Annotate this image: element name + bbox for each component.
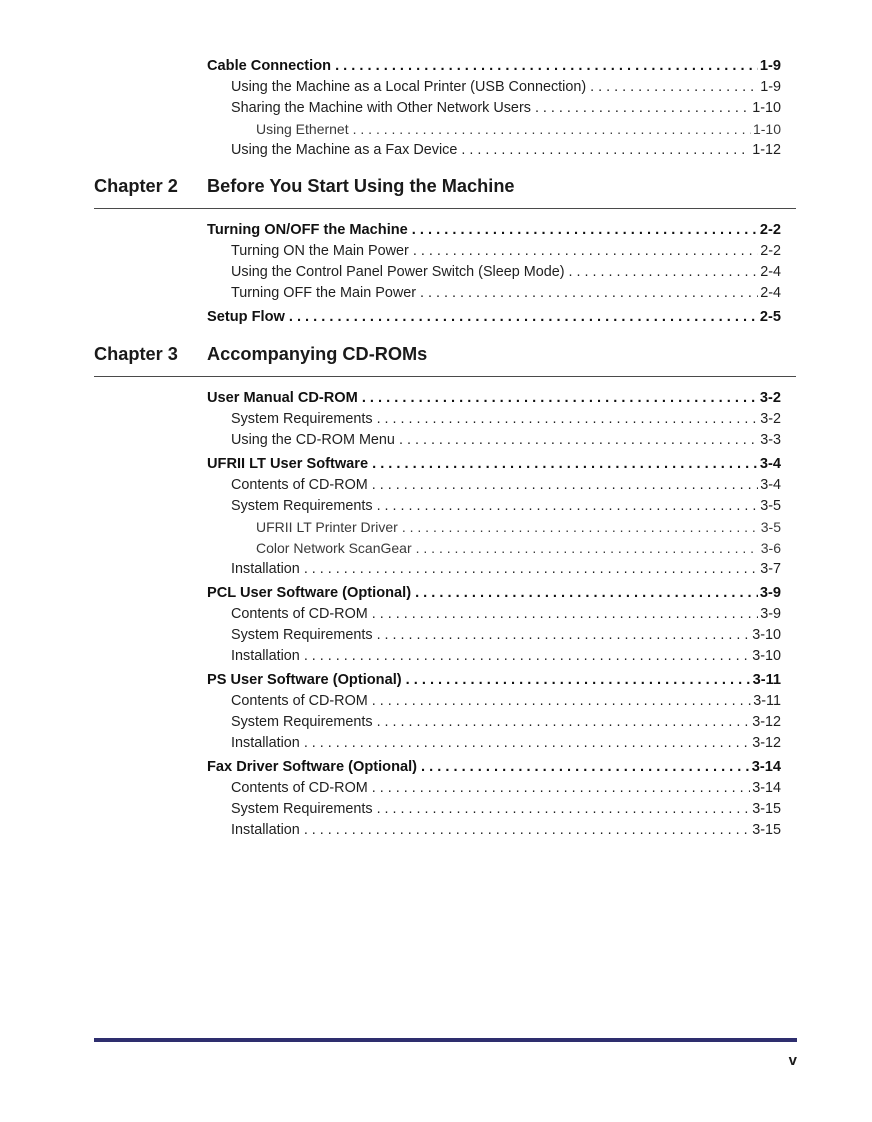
toc-section-chapter1-continued	[207, 58, 781, 163]
dot-leader	[377, 411, 759, 427]
toc-entry-page: 3-10	[752, 627, 781, 643]
toc-entry-title: Cable Connection	[207, 58, 332, 74]
dot-leader	[413, 243, 758, 259]
toc-entry-page: 3-11	[752, 672, 781, 688]
toc-entry[interactable]	[207, 285, 781, 306]
dot-leader	[377, 801, 751, 817]
toc-entry-title: UFRII LT User Software	[207, 456, 369, 472]
dot-leader	[372, 477, 758, 493]
dot-leader	[362, 390, 758, 406]
toc-entry-title: System Requirements	[231, 627, 373, 643]
toc-entry[interactable]	[207, 627, 781, 648]
toc-entry[interactable]	[207, 142, 781, 163]
dot-leader	[377, 498, 759, 514]
toc-entry-page: 3-4	[759, 456, 781, 472]
chapter-title: Before You Start Using the Machine	[207, 176, 515, 196]
toc-entry[interactable]	[207, 540, 781, 561]
toc-entry-page: 2-2	[759, 222, 781, 238]
toc-entry-title: Contents of CD-ROM	[231, 606, 368, 622]
toc-entry-page: 2-4	[760, 264, 781, 280]
toc-entry[interactable]	[207, 309, 781, 330]
dot-leader	[353, 121, 751, 137]
toc-entry[interactable]	[207, 606, 781, 627]
toc-entry-title: System Requirements	[231, 801, 373, 817]
dot-leader	[377, 627, 751, 643]
toc-entry[interactable]	[207, 121, 781, 142]
footer-rule	[94, 1038, 797, 1042]
toc-entry[interactable]	[207, 648, 781, 669]
toc-entry-title: User Manual CD-ROM	[207, 390, 358, 406]
toc-section-chapter3	[207, 390, 781, 843]
toc-entry-page: 3-5	[760, 498, 781, 514]
chapter-3-heading	[94, 344, 796, 377]
dot-leader	[304, 648, 750, 664]
toc-entry-page: 3-10	[752, 648, 781, 664]
toc-entry[interactable]	[207, 822, 781, 843]
toc-entry-title: Contents of CD-ROM	[231, 693, 368, 709]
toc-entry-title: Contents of CD-ROM	[231, 477, 368, 493]
dot-leader	[420, 285, 758, 301]
toc-entry-page: 2-5	[759, 309, 781, 325]
toc-section-chapter2	[207, 222, 781, 330]
toc-entry-page: 3-2	[760, 411, 781, 427]
toc-entry[interactable]	[207, 264, 781, 285]
toc-entry-page: 1-12	[752, 142, 781, 158]
toc-entry[interactable]	[207, 735, 781, 756]
toc-entry[interactable]	[207, 79, 781, 100]
toc-entry-title: Installation	[231, 648, 300, 664]
toc-entry-title: Turning ON/OFF the Machine	[207, 222, 408, 238]
toc-entry-page: 3-12	[752, 714, 781, 730]
dot-leader	[569, 264, 759, 280]
toc-entry-title: Using the Machine as a Fax Device	[231, 142, 458, 158]
dot-leader	[372, 456, 758, 472]
chapter-title: Accompanying CD-ROMs	[207, 344, 428, 364]
toc-entry[interactable]	[207, 58, 781, 79]
toc-entry-title: Setup Flow	[207, 309, 285, 325]
toc-entry-page: 3-2	[759, 390, 781, 406]
page-number: v	[788, 1052, 797, 1069]
toc-entry-title: Installation	[231, 561, 300, 577]
toc-entry-title: System Requirements	[231, 411, 373, 427]
toc-entry[interactable]	[207, 759, 781, 780]
toc-entry-page: 3-7	[760, 561, 781, 577]
toc-entry[interactable]	[207, 477, 781, 498]
toc-entry-title: Contents of CD-ROM	[231, 780, 368, 796]
dot-leader	[412, 222, 758, 238]
toc-entry-title: Color Network ScanGear	[256, 540, 412, 556]
dot-leader	[372, 780, 750, 796]
dot-leader	[335, 58, 758, 74]
toc-entry-page: 2-2	[760, 243, 781, 259]
toc-entry[interactable]	[207, 456, 781, 477]
toc-entry-title: Installation	[231, 735, 300, 751]
dot-leader	[415, 585, 758, 601]
dot-leader	[304, 735, 750, 751]
toc-entry-title: PCL User Software (Optional)	[207, 585, 412, 601]
dot-leader	[402, 519, 759, 535]
chapter-number: Chapter 3	[94, 344, 178, 364]
toc-entry-title: Fax Driver Software (Optional)	[207, 759, 418, 775]
toc-entry-page: 3-14	[751, 759, 781, 775]
toc-entry-page: 3-4	[760, 477, 781, 493]
dot-leader	[399, 432, 758, 448]
toc-entry-title: Using the CD-ROM Menu	[231, 432, 395, 448]
toc-entry-page: 3-3	[760, 432, 781, 448]
toc-entry-page: 3-15	[752, 801, 781, 817]
toc-entry-page: 3-9	[759, 585, 781, 601]
toc-entry[interactable]	[207, 100, 781, 121]
dot-leader	[461, 142, 750, 158]
toc-entry[interactable]	[207, 672, 781, 693]
toc-entry-page: 3-9	[760, 606, 781, 622]
toc-entry-title: Sharing the Machine with Other Network Users	[231, 100, 531, 116]
toc-entry-page: 3-5	[760, 519, 781, 535]
toc-entry[interactable]	[207, 432, 781, 453]
toc-entry[interactable]	[207, 411, 781, 432]
toc-entry[interactable]	[207, 561, 781, 582]
chapter-number: Chapter 2	[94, 176, 178, 196]
toc-entry[interactable]	[207, 780, 781, 801]
toc-entry-title: UFRII LT Printer Driver	[256, 519, 398, 535]
toc-entry[interactable]	[207, 243, 781, 264]
toc-entry-page: 1-9	[760, 79, 781, 95]
toc-entry-page: 3-15	[752, 822, 781, 838]
dot-leader	[377, 714, 751, 730]
toc-entry-page: 3-6	[760, 540, 781, 556]
toc-entry-title: Using the Control Panel Power Switch (Sleep Mode)	[231, 264, 565, 280]
toc-entry-page: 1-10	[752, 100, 781, 116]
toc-entry-page: 3-11	[753, 693, 781, 709]
dot-leader	[421, 759, 750, 775]
toc-entry-title: Turning OFF the Main Power	[231, 285, 417, 301]
toc-entry[interactable]	[207, 519, 781, 540]
toc-entry[interactable]	[207, 222, 781, 243]
toc-entry[interactable]	[207, 498, 781, 519]
dot-leader	[304, 822, 750, 838]
toc-entry-page: 3-12	[752, 735, 781, 751]
dot-leader	[304, 561, 758, 577]
dot-leader	[535, 100, 750, 116]
toc-entry[interactable]	[207, 390, 781, 411]
toc-entry-title: Using the Machine as a Local Printer (USB Connection)	[231, 79, 587, 95]
toc-entry-page: 1-9	[759, 58, 781, 74]
toc-entry-page: 2-4	[760, 285, 781, 301]
toc-entry[interactable]	[207, 801, 781, 822]
toc-entry-title: Using Ethernet	[256, 121, 349, 137]
toc-entry-title: System Requirements	[231, 714, 373, 730]
dot-leader	[372, 693, 752, 709]
toc-entry-title: PS User Software (Optional)	[207, 672, 402, 688]
toc-entry[interactable]	[207, 714, 781, 735]
toc-entry-title: System Requirements	[231, 498, 373, 514]
toc-entry-page: 3-14	[752, 780, 781, 796]
dot-leader	[289, 309, 758, 325]
dot-leader	[590, 79, 758, 95]
dot-leader	[372, 606, 758, 622]
toc-entry[interactable]	[207, 585, 781, 606]
dot-leader	[406, 672, 751, 688]
toc-entry-title: Turning ON the Main Power	[231, 243, 409, 259]
chapter-2-heading	[94, 176, 796, 209]
toc-entry-title: Installation	[231, 822, 300, 838]
toc-entry[interactable]	[207, 693, 781, 714]
toc-entry-page: 1-10	[752, 121, 781, 137]
dot-leader	[416, 540, 759, 556]
